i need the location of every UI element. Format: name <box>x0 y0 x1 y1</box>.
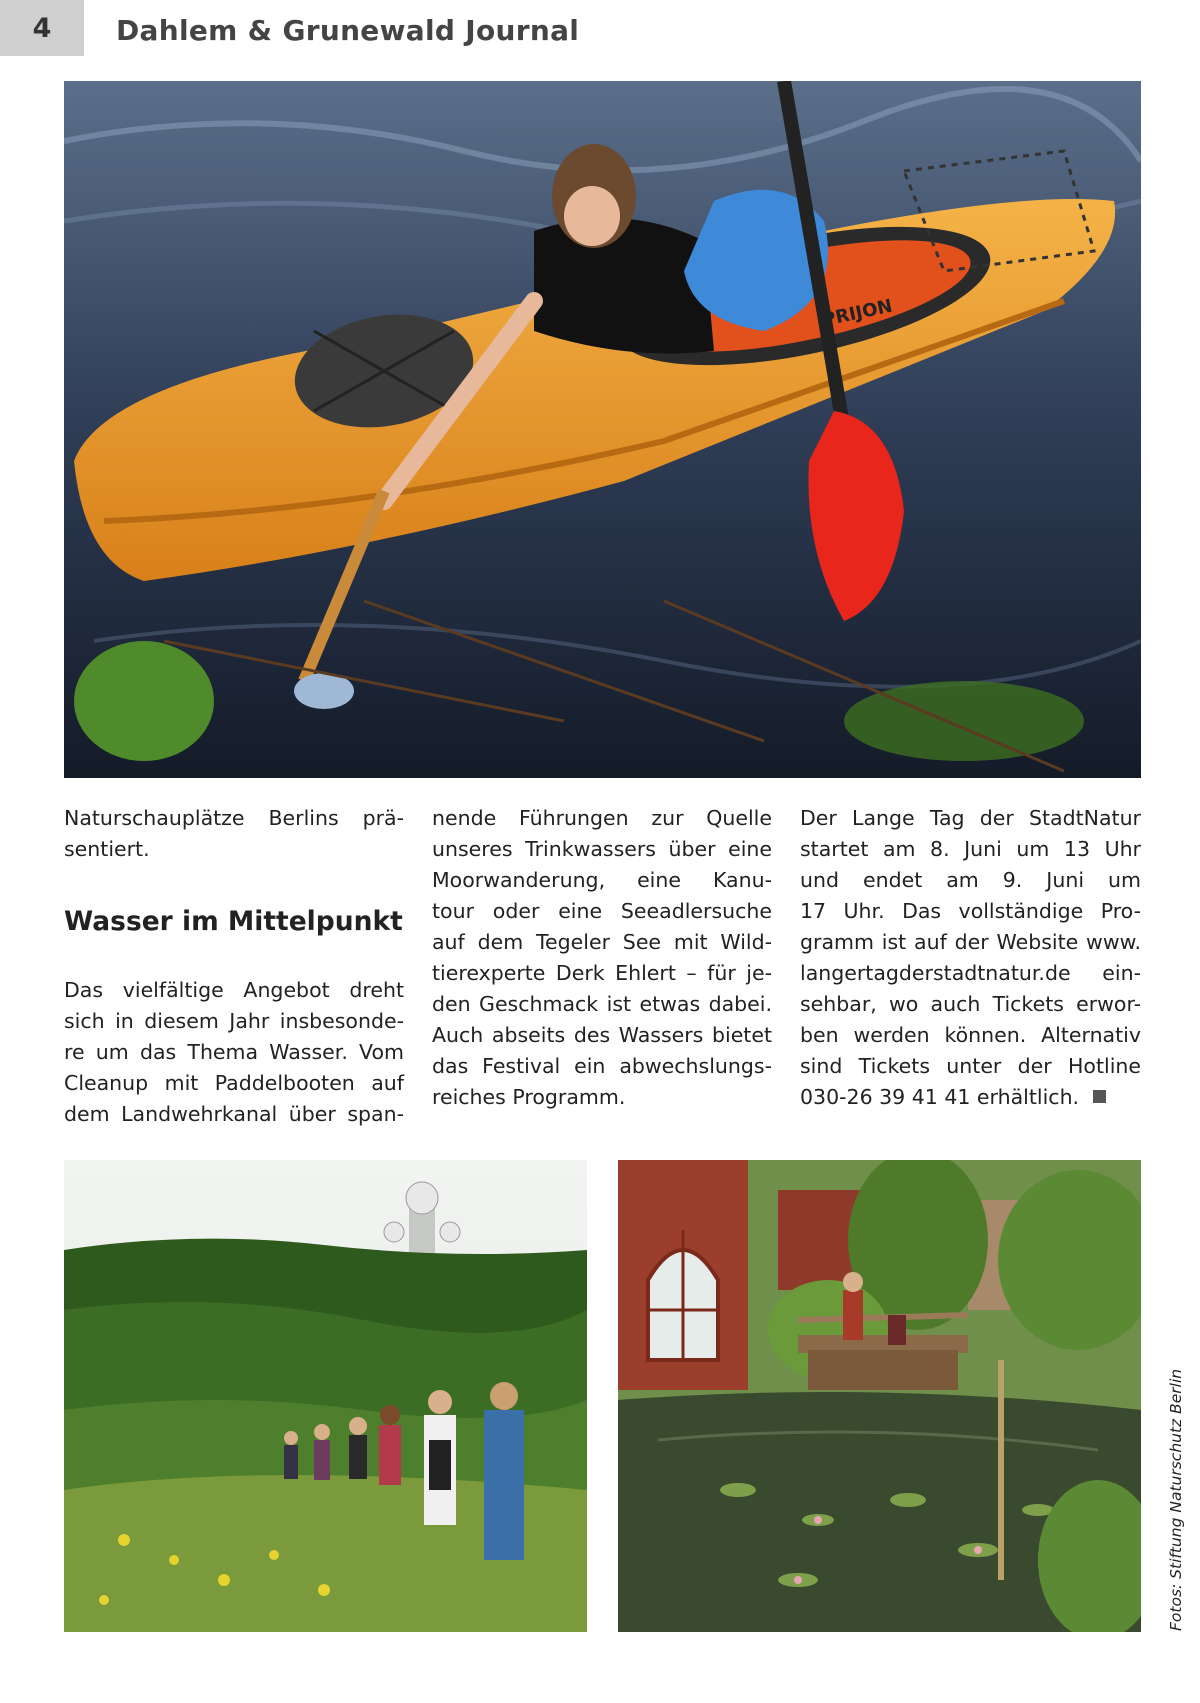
photo-forest-hike <box>64 1160 587 1632</box>
article-line: das Festival ein abwechslungs- <box>432 1054 772 1078</box>
article-line: ben werden können. Alternativ <box>800 1023 1141 1047</box>
article-line: tour oder eine Seeadlersuche <box>432 899 772 923</box>
article-line: 030-26 39 41 41 erhältlich. <box>800 1085 1080 1109</box>
article-line: langertagderstadtnatur.de ein- <box>800 961 1141 985</box>
article-line: den Geschmack ist etwas dabei. <box>432 992 772 1016</box>
article-last-line <box>800 1082 1141 1113</box>
article-line: Das vielfältige Angebot dreht <box>64 978 404 1002</box>
article-column-1 <box>64 803 404 1130</box>
photo-credit: Fotos: Stiftung Naturschutz Berlin <box>1167 1368 1185 1631</box>
article-line: sind Tickets unter der Hotline <box>800 1054 1141 1078</box>
article-line: Moorwanderung, eine Kanu- <box>432 868 772 892</box>
article-line: nende Führungen zur Quelle <box>432 806 772 830</box>
article-line: dem Landwehrkanal über span- <box>64 1102 404 1126</box>
article-line: reiches Programm. <box>432 1085 626 1109</box>
photo-pond-garden <box>618 1160 1141 1632</box>
article-line: Auch abseits des Wassers bietet <box>432 1023 772 1047</box>
article-line: sentiert. <box>64 837 150 861</box>
article-line: sehbar, wo auch Tickets erwor- <box>800 992 1141 1016</box>
kayak-brand-label: PRIJON <box>820 295 895 331</box>
article-line: startet am 8. Juni um 13 Uhr <box>800 837 1141 861</box>
article-line: re um das Thema Wasser. Vom <box>64 1040 404 1064</box>
article-column-3 <box>800 803 1141 1113</box>
article-line: Cleanup mit Paddelbooten auf <box>64 1071 404 1095</box>
journal-title: Dahlem & Grunewald Journal <box>116 14 580 47</box>
article-line: 17 Uhr. Das vollständige Pro- <box>800 899 1141 923</box>
page-number: 4 <box>0 0 84 56</box>
end-of-article-square-icon <box>1093 1090 1106 1103</box>
article-subheading: Wasser im Mittelpunkt <box>64 906 403 937</box>
article-line: gramm ist auf der Website www. <box>800 930 1141 954</box>
article-line: unseres Trinkwassers über eine <box>432 837 772 861</box>
article-line: tierexperte Derk Ehlert – für je- <box>432 961 772 985</box>
article-line: Naturschauplätze Berlins prä- <box>64 806 404 830</box>
article-line: und endet am 9. Juni um <box>800 868 1141 892</box>
article-line: auf dem Tegeler See mit Wild- <box>432 930 772 954</box>
article-line: Der Lange Tag der StadtNatur <box>800 806 1141 830</box>
article-line: sich in diesem Jahr insbesonde- <box>64 1009 404 1033</box>
article-column-2 <box>432 803 772 1113</box>
photo-kayak-cleanup <box>64 81 1141 778</box>
